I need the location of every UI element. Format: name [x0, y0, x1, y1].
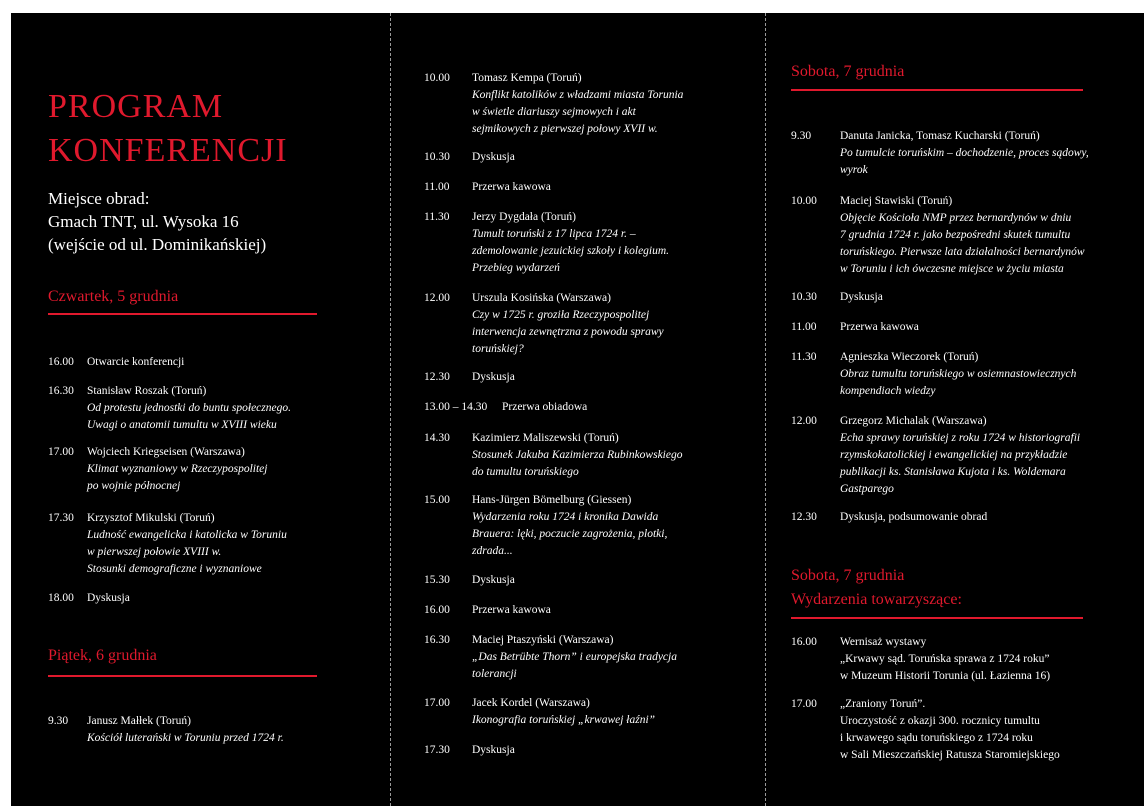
- entry-text: Kazimierz Maliszewski (Toruń): [472, 432, 619, 444]
- talk-title: Brauera: lęki, poczucie zagrożenia, plotki,: [472, 528, 668, 540]
- entry-text: Przerwa kawowa: [840, 321, 919, 333]
- entry-time: 11.30: [424, 211, 450, 223]
- talk-title: Przebieg wydarzeń: [472, 262, 560, 274]
- venue-line: Gmach TNT, ul. Wysoka 16: [48, 212, 239, 231]
- entry-time: 17.00: [791, 698, 817, 710]
- talk-title: rzymskokatolickiej i ewangelickiej na przykładzie: [840, 449, 1068, 461]
- heading-rule: [48, 313, 317, 315]
- entry-time: 17.00: [48, 446, 74, 458]
- entry-time: 9.30: [48, 715, 69, 727]
- venue-line: Miejsce obrad:: [48, 189, 150, 208]
- program-sheet: [11, 13, 1144, 806]
- talk-title: kompendiach wiedzy: [840, 385, 936, 397]
- entry-time: 16.00: [791, 636, 817, 648]
- talk-title: „Das Betrübte Thorn” i europejska tradycja: [472, 651, 677, 663]
- entry-time: 12.30: [791, 511, 817, 523]
- talk-title: do tumultu toruńskiego: [472, 466, 579, 478]
- day-heading-saturday: Sobota, 7 grudnia: [791, 63, 905, 80]
- entry-text: Przerwa kawowa: [472, 181, 551, 193]
- entry-time: 9.30: [791, 130, 812, 142]
- talk-title: Wydarzenia roku 1724 i kronika Dawida: [472, 511, 659, 523]
- talk-title: po wojnie północnej: [87, 480, 181, 492]
- entry-time: 15.30: [424, 574, 450, 586]
- entry-time: 10.00: [424, 72, 450, 84]
- entry-time: 15.00: [424, 494, 450, 506]
- entry-text: Krzysztof Mikulski (Toruń): [87, 512, 215, 524]
- middle-panel: [391, 13, 765, 806]
- entry-text: Grzegorz Michalak (Warszawa): [840, 415, 987, 427]
- entry-text: Jerzy Dygdała (Toruń): [472, 211, 576, 223]
- talk-title: Obraz tumultu toruńskiego w osiemnastowiecznych: [840, 368, 1077, 380]
- talk-title: toruńskiego. Pierwsze lata działalności bernardynów: [840, 246, 1085, 258]
- entry-time: 16.00: [424, 604, 450, 616]
- entry-text: Dyskusja, podsumowanie obrad: [840, 511, 988, 523]
- entry-text: Urszula Kosińska (Warszawa): [472, 292, 611, 304]
- entry-time: 16.30: [48, 385, 74, 397]
- entry-time: 17.00: [424, 697, 450, 709]
- heading-rule: [791, 89, 1083, 91]
- talk-title: Stosunki demograficzne i wyznaniowe: [87, 563, 262, 575]
- entry-time: 11.00: [424, 181, 450, 193]
- entry-time: 10.00: [791, 195, 817, 207]
- entry-time: 10.30: [424, 151, 450, 163]
- entry-time: 16.30: [424, 634, 450, 646]
- entry-text: Dyskusja: [472, 371, 515, 383]
- entry-text: w Sali Mieszczańskiej Ratusza Staromiejskiego: [840, 749, 1060, 761]
- entry-text: w Muzeum Historii Torunia (ul. Łazienna 16): [840, 670, 1051, 682]
- talk-title: Tumult toruński z 17 lipca 1724 r. –: [472, 228, 636, 240]
- heading-rule: [48, 675, 317, 677]
- entry-time: 17.30: [424, 744, 450, 756]
- talk-title: Objęcie Kościoła NMP przez bernardynów w dniu: [840, 212, 1072, 224]
- day-heading-thursday: Czwartek, 5 grudnia: [48, 288, 179, 305]
- entry-time: 12.00: [424, 292, 450, 304]
- talk-title: zdrada...: [472, 545, 513, 557]
- entry-text: Agnieszka Wieczorek (Toruń): [840, 351, 979, 363]
- heading-rule: [791, 617, 1083, 619]
- entry-text: Wernisaż wystawy: [840, 636, 927, 648]
- entry-text: Przerwa obiadowa: [502, 401, 588, 413]
- left-panel: [11, 13, 389, 806]
- entry-time: 12.30: [424, 371, 450, 383]
- title-line-1: PROGRAM: [48, 88, 224, 125]
- talk-title: Kościół luterański w Toruniu przed 1724 r.: [87, 732, 284, 744]
- entry-time: 17.30: [48, 512, 74, 524]
- events-day-heading: Sobota, 7 grudnia: [791, 567, 905, 584]
- entry-text: Dyskusja: [472, 574, 515, 586]
- entry-time: 14.30: [424, 432, 450, 444]
- talk-title: interwencja zewnętrzna z powodu sprawy: [472, 326, 664, 338]
- entry-text: Dyskusja: [472, 151, 515, 163]
- talk-title: sejmikowych z pierwszej połowy XVII w.: [472, 123, 658, 135]
- entry-text: Otwarcie konferencji: [87, 356, 185, 368]
- talk-title: toruńskiej?: [472, 343, 524, 355]
- events-title: Wydarzenia towarzyszące:: [791, 591, 962, 608]
- talk-title: zdemolowanie jezuickiej szkoły i kolegium.: [472, 245, 670, 257]
- talk-title: wyrok: [840, 164, 868, 176]
- entry-text: Stanisław Roszak (Toruń): [87, 385, 207, 397]
- entry-text: Dyskusja: [472, 744, 515, 756]
- entry-text: „Krwawy sąd. Toruńska sprawa z 1724 roku”: [840, 653, 1050, 665]
- talk-title: Klimat wyznaniowy w Rzeczypospolitej: [87, 463, 268, 475]
- entry-text: Hans-Jürgen Bömelburg (Giessen): [472, 494, 632, 506]
- talk-title: 7 grudnia 1724 r. jako bezpośredni skutek tumultu: [840, 229, 1071, 241]
- talk-title: Czy w 1725 r. groziła Rzeczypospolitej: [472, 309, 650, 321]
- talk-title: publikacji ks. Stanisława Kujota i ks. Woldemara: [840, 466, 1066, 478]
- venue-block: [48, 187, 266, 256]
- entry-time: 11.00: [791, 321, 817, 333]
- talk-title: Echa sprawy toruńskiej z roku 1724 w historiografii: [840, 432, 1081, 444]
- talk-title: w Toruniu i ich ówczesne miejsce w życiu miasta: [840, 263, 1064, 275]
- entry-text: Wojciech Kriegseisen (Warszawa): [87, 446, 245, 458]
- entry-time: 10.30: [791, 291, 817, 303]
- day-heading-friday: Piątek, 6 grudnia: [48, 647, 157, 664]
- talk-title: Konflikt katolików z władzami miasta Torunia: [472, 89, 684, 101]
- entry-text: Uroczystość z okazji 300. rocznicy tumultu: [840, 715, 1040, 727]
- talk-title: w pierwszej połowie XVIII w.: [87, 546, 222, 558]
- talk-title: Od protestu jednostki do buntu społecznego.: [87, 402, 291, 414]
- talk-title: Ikonografia toruńskiej „krwawej łaźni”: [472, 714, 656, 726]
- right-panel: [766, 13, 1144, 806]
- entry-text: Dyskusja: [87, 592, 130, 604]
- entry-time: 16.00: [48, 356, 74, 368]
- venue-line: (wejście od ul. Dominikańskiej): [48, 235, 267, 254]
- talk-title: w świetle diariuszy sejmowych i akt: [472, 106, 636, 118]
- entry-text: „Zraniony Toruń”.: [840, 698, 926, 710]
- talk-title: Po tumulcie toruńskim – dochodzenie, proces sądowy,: [840, 147, 1089, 159]
- title-line-2: KONFERENCJI: [48, 132, 288, 169]
- talk-title: Gastparego: [840, 483, 894, 495]
- entry-text: Janusz Małłek (Toruń): [87, 715, 191, 727]
- entry-time: 11.30: [791, 351, 817, 363]
- entry-time: 13.00 – 14.30: [424, 401, 488, 413]
- entry-time: 12.00: [791, 415, 817, 427]
- talk-title: Uwagi o anatomii tumultu w XVIII wieku: [87, 419, 277, 431]
- entry-text: i krwawego sądu toruńskiego z 1724 roku: [840, 732, 1033, 744]
- entry-text: Maciej Stawiski (Toruń): [840, 195, 953, 207]
- page-title: [48, 85, 288, 173]
- entry-time: 18.00: [48, 592, 74, 604]
- entry-text: Dyskusja: [840, 291, 883, 303]
- entry-text: Tomasz Kempa (Toruń): [472, 72, 582, 84]
- entry-text: Jacek Kordel (Warszawa): [472, 697, 590, 709]
- talk-title: tolerancji: [472, 668, 517, 680]
- talk-title: Ludność ewangelicka i katolicka w Toruniu: [87, 529, 287, 541]
- talk-title: Stosunek Jakuba Kazimierza Rubinkowskiego: [472, 449, 683, 461]
- entry-text: Danuta Janicka, Tomasz Kucharski (Toruń): [840, 130, 1040, 142]
- entry-text: Maciej Ptaszyński (Warszawa): [472, 634, 614, 646]
- entry-text: Przerwa kawowa: [472, 604, 551, 616]
